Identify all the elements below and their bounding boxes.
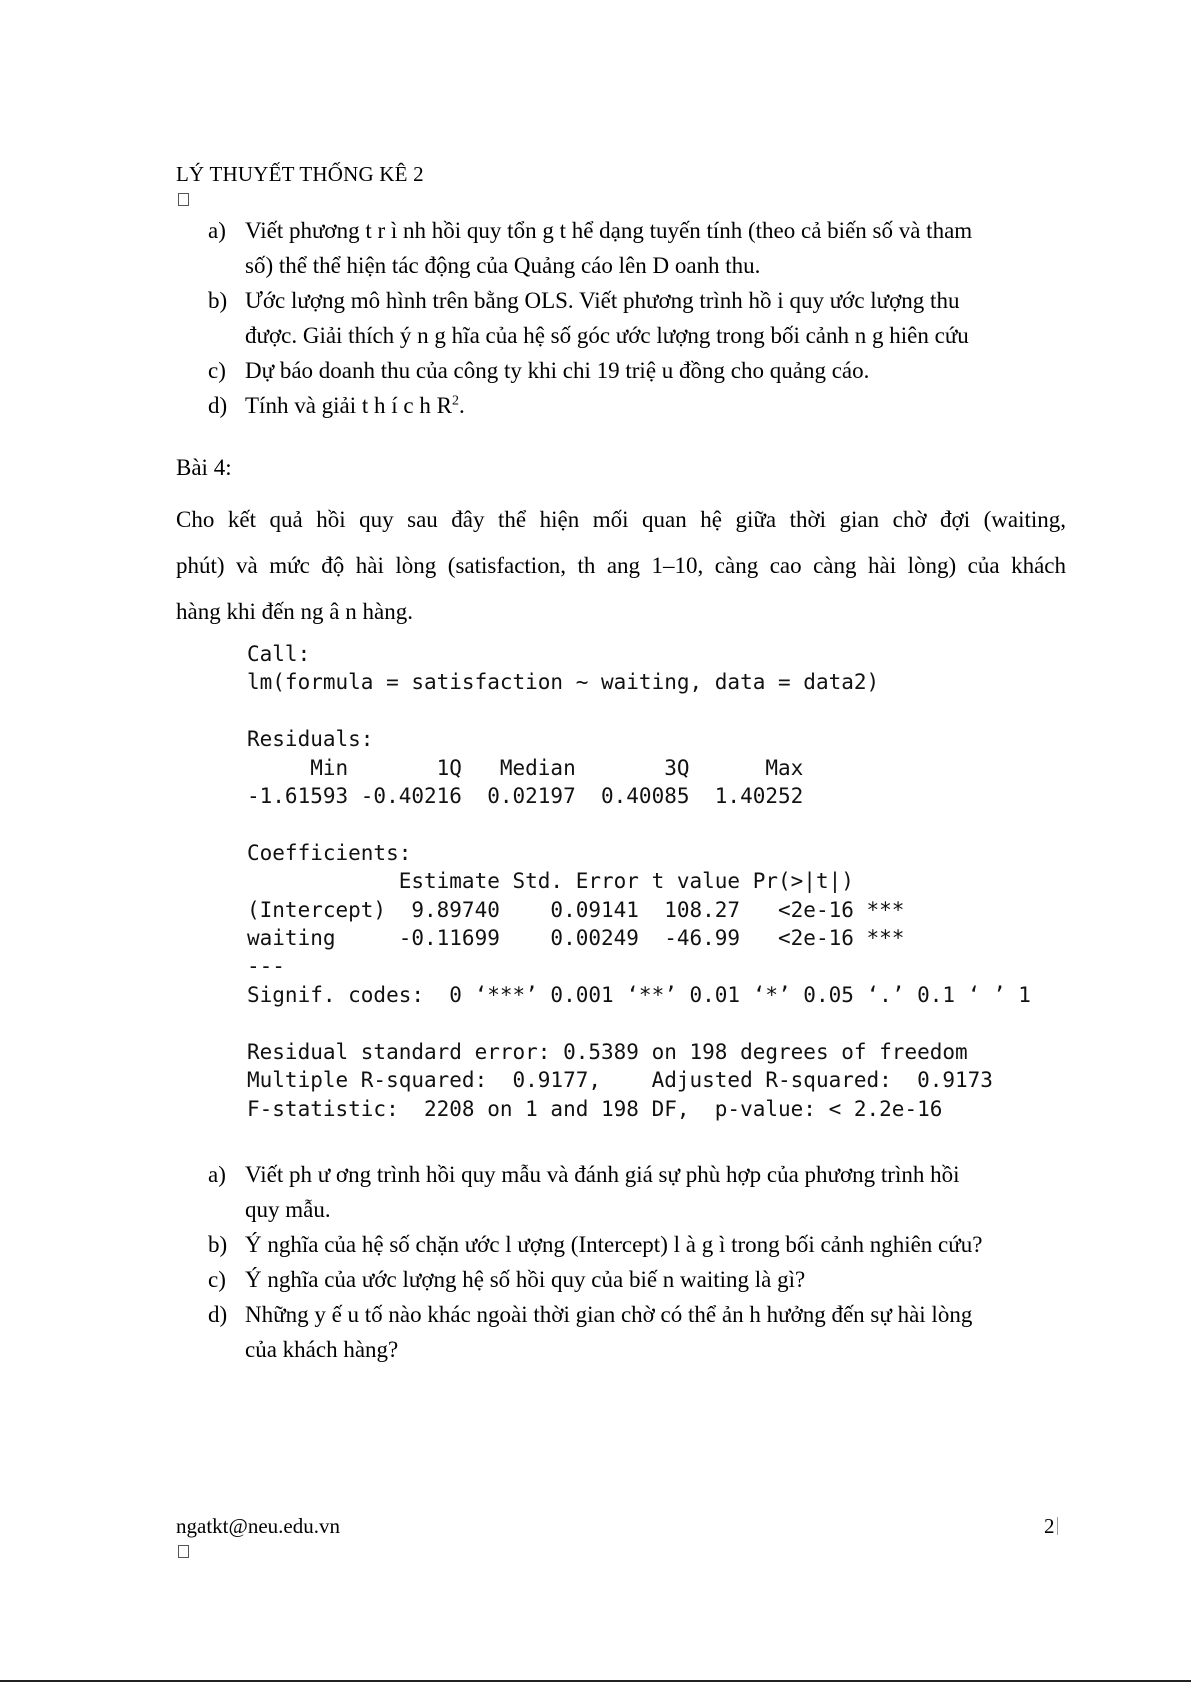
exercise-paragraph <box>176 497 1066 635</box>
question-marker: c) <box>208 358 226 383</box>
question-suffix: . <box>458 393 465 418</box>
question-line: Viết ph ư ơng trình hồi quy mẫu và đánh giá sự phù hợp của phương trình hồi <box>245 1162 960 1187</box>
page-number-divider <box>1057 1517 1058 1535</box>
question-line: Những y ế u tố nào khác ngoài thời gian chờ có thể ản h hưởng đến sự hài lòng <box>245 1302 973 1327</box>
question-item <box>208 388 972 423</box>
question-marker: a) <box>208 1162 226 1187</box>
exercise-3-questions <box>208 213 972 423</box>
paragraph-line: phút) và mức độ hài lòng (satisfaction, th ang 1–10, càng cao càng hài lòng) của khách <box>176 553 1066 578</box>
question-item <box>208 1157 982 1227</box>
superscript: 2 <box>451 393 459 409</box>
question-item <box>208 213 972 283</box>
paragraph-line: Cho kết quả hồi quy sau đây thể hiện mối quan hệ giữa thời gian chờ đợi (waiting, <box>176 507 1066 532</box>
page-header: LÝ THUYẾT THỐNG KÊ 2 <box>176 162 424 186</box>
question-item <box>208 1297 982 1367</box>
question-line: Ý nghĩa của hệ số chặn ước l ượng (Intercept) l à g ì trong bối cảnh nghiên cứu? <box>245 1232 983 1257</box>
question-line: Ước lượng mô hình trên bằng OLS. Viết phương trình hồ i quy ước lượng thu <box>245 288 960 313</box>
question-line: được. Giải thích ý n g hĩa của hệ số góc ước lượng trong bối cảnh n g hiên cứu <box>245 323 969 348</box>
question-marker: b) <box>208 1232 228 1257</box>
paragraph-line: hàng khi đến ng â n hàng. <box>176 599 413 624</box>
exercise-title: Bài 4: <box>176 455 232 480</box>
question-line: quy mẫu. <box>245 1197 331 1222</box>
question-line: Dự báo doanh thu của công ty khi chi 19 triệ u đồng cho quảng cáo. <box>245 358 870 383</box>
question-marker: c) <box>208 1267 226 1292</box>
question-item <box>208 1262 982 1297</box>
question-marker: d) <box>208 1302 228 1327</box>
question-line: Viết phương t r ì nh hồi quy tổn g t hể dạng tuyến tính (theo cả biến số và tham <box>245 218 973 243</box>
missing-glyph-icon <box>178 1545 189 1558</box>
footer-email: ngatkt@neu.edu.vn <box>176 1514 340 1538</box>
exercise-4-questions <box>208 1157 982 1367</box>
question-line <box>245 388 972 423</box>
regression-output: Call: lm(formula = satisfaction ~ waiting, data = data2) Residuals: Min 1Q Median 3Q Max -1.61593 -0.40216 0.02197 0.40085 1.40252 Coefficients: Estimate Std. Error t value Pr(>|t|) (Intercept) 9.89740 0.09141 108.27 <2e-16 *** waiting -0.11699 0.00249 -46.99 <2e-16 *** --- Signif. codes: 0 ‘***’ 0.001 ‘**’ 0.01 ‘*’ 0.05 ‘.’ 0.1 ‘ ’ 1 Residual standard error: 0.5389 on 198 degrees of freedom Multiple R-squared: 0.9177, Adjusted R-squared: 0.9173 F-statistic: 2208 on 1 and 198 DF, p-value: < 2.2e-16 <box>247 642 1031 1121</box>
question-line: của khách hàng? <box>245 1337 399 1362</box>
question-line: Ý nghĩa của ước lượng hệ số hồi quy của biế n waiting là gì? <box>245 1267 806 1292</box>
question-marker: d) <box>208 393 228 418</box>
question-item <box>208 283 972 353</box>
question-marker: a) <box>208 218 226 243</box>
bottom-edge-line <box>0 1680 1191 1682</box>
missing-glyph-icon <box>178 193 189 206</box>
question-line: số) thể thể hiện tác động của Quảng cáo lên D oanh thu. <box>245 253 761 278</box>
page-number <box>1044 1514 1058 1539</box>
question-marker: b) <box>208 288 228 313</box>
question-item <box>208 353 972 388</box>
page-number-text: 2 <box>1044 1514 1055 1538</box>
question-item <box>208 1227 982 1262</box>
question-text: Tính và giải t h í c h R <box>245 393 452 418</box>
